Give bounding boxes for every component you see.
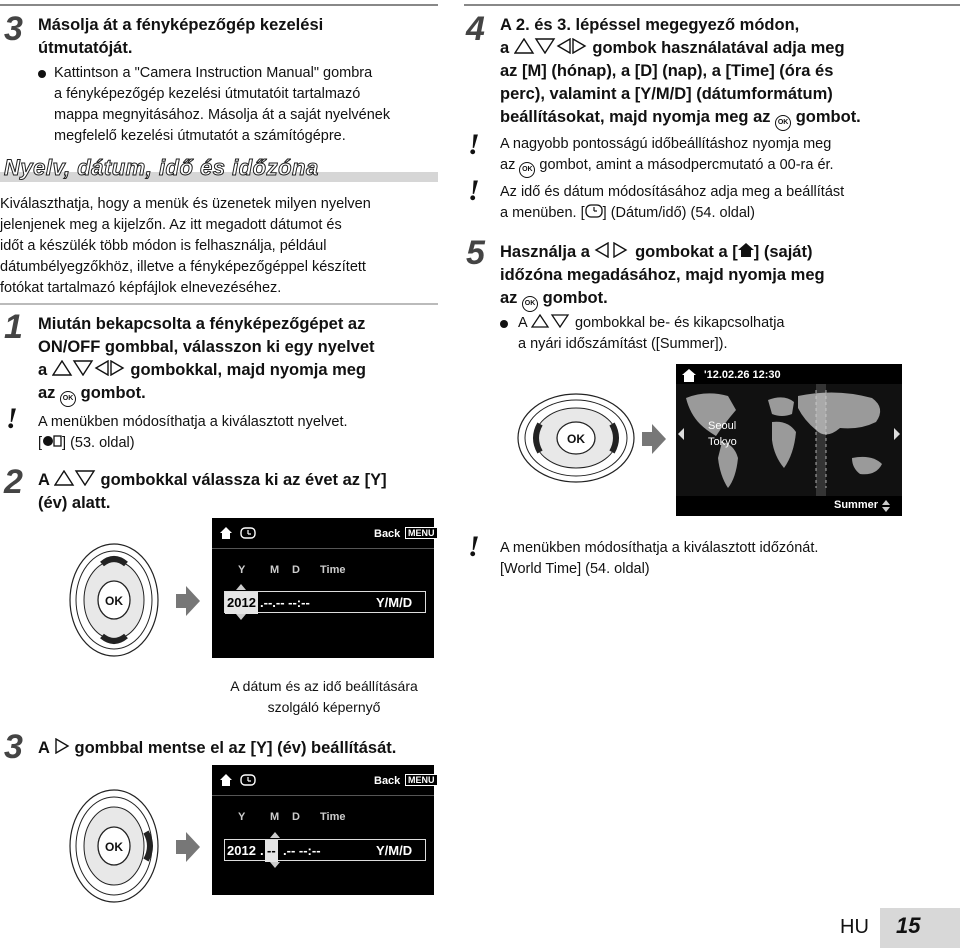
back-label: Back (374, 528, 401, 540)
text: a (500, 39, 510, 57)
column-label: Y (238, 564, 246, 576)
text: A (518, 315, 527, 331)
top-rule-right (464, 4, 960, 6)
divider (212, 548, 434, 549)
section-rule (0, 303, 438, 305)
down-caret-icon (236, 614, 246, 620)
text: az (500, 157, 516, 173)
top-rule-left (0, 4, 438, 6)
year-value[interactable]: 2012 (225, 592, 258, 614)
step-title-line: időzóna megadásához, majd nyomja meg (500, 266, 825, 284)
control-dial-illustration (514, 390, 638, 486)
control-dial-illustration (66, 540, 162, 660)
down-caret-icon (270, 862, 280, 868)
text: a menüben. [ (500, 205, 585, 221)
column-label: Time (320, 564, 346, 576)
summer-label[interactable]: Summer (834, 499, 879, 511)
note-line: A menükben módosíthatja a kiválasztott időzónát. (500, 540, 819, 556)
bullet-item (38, 63, 438, 147)
note-line: A nagyobb pontosságú időbeállításhoz nyomja meg (500, 136, 832, 152)
intro-line: Kiválaszthatja, hogy a menük és üzenetek milyen nyelven (0, 196, 371, 212)
world-time-screen (676, 364, 902, 516)
city-label: Tokyo (708, 436, 737, 448)
text: az (500, 289, 518, 307)
ok-button-icon: OK (60, 391, 76, 407)
right-button-icon (54, 738, 70, 754)
intro-line: időt a készülék több módon is felhasználja, például (0, 238, 327, 254)
column-label: Time (320, 811, 346, 823)
step-title-line (500, 241, 825, 264)
step-title (38, 313, 375, 407)
intro-line: jelenjenek meg a kijelzőn. Az itt megadott dátumot és (0, 217, 342, 233)
step-title (500, 14, 861, 131)
step-title-line (38, 359, 375, 382)
bullet-dot (500, 320, 508, 328)
figure-caption (200, 676, 448, 718)
bullet-item (500, 313, 960, 355)
arrow-right-icon (642, 424, 666, 454)
step-number: 3 (4, 728, 23, 766)
date-separator: . (260, 843, 264, 858)
text: gombbal mentse el az [Y] (év) beállítását. (74, 739, 397, 757)
svg-text:OK: OK (105, 594, 123, 608)
bullet-line: a fényképezőgép kezelési útmutatóit tartalmazó (54, 86, 361, 102)
text: az (38, 384, 56, 402)
note-text (500, 134, 960, 178)
text: ] (Dátum/idő) (54. oldal) (602, 205, 755, 221)
page-number: 15 (896, 913, 921, 938)
text: beállításokat, majd nyomja meg az (500, 108, 771, 126)
divider (212, 795, 434, 796)
step-title-line (500, 106, 861, 131)
year-value: 2012 (227, 843, 256, 858)
back-label: Back (374, 775, 401, 787)
month-value[interactable]: -- (265, 840, 278, 862)
note-line (500, 203, 960, 224)
arrow-right-icon (176, 832, 200, 862)
step-number: 2 (4, 463, 23, 501)
city-label: Seoul (708, 420, 737, 432)
text: gombot. (795, 108, 861, 126)
text: [ (38, 435, 43, 451)
text: Használja a (500, 243, 590, 261)
home-icon (738, 242, 754, 258)
up-down-buttons-icon (531, 314, 571, 328)
bullet-line: mappa megnyitásához. Másolja át a saját nyelvének (54, 107, 391, 123)
note-text (38, 412, 438, 454)
note-line: [World Time] (54. oldal) (500, 561, 650, 577)
home-icon (682, 369, 696, 382)
step-title-line: Másolja át a fényképezőgép kezelési (38, 16, 324, 34)
text: gombot. (80, 384, 146, 402)
arrow-right-icon (176, 586, 200, 616)
text: gombok használatával adja meg (592, 39, 845, 57)
language-icon (42, 434, 62, 448)
date-time-screen (212, 765, 434, 895)
step-title-line: A 2. és 3. lépéssel megegyező módon, (500, 16, 800, 34)
ok-button-icon: OK (519, 162, 535, 178)
bullet-dot (38, 70, 46, 78)
step-title-line (38, 469, 387, 492)
step-title-line: útmutatóját. (38, 39, 133, 57)
note-line (38, 433, 438, 454)
intro-paragraph (0, 194, 438, 299)
note-icon: ! (468, 128, 480, 161)
ok-button-icon: OK (775, 115, 791, 131)
column-label: M (270, 811, 280, 823)
up-down-caret-icon (882, 500, 890, 512)
intro-line: fotókat tartalmazó képfájlok elnevezéséhez. (0, 280, 282, 296)
control-dial-illustration (66, 786, 162, 906)
column-label: D (292, 811, 300, 823)
note-text (500, 182, 960, 224)
up-caret-icon (270, 832, 280, 838)
bullet-line: megfelelő kezelési útmutatót a számítógépre. (54, 128, 346, 144)
text: A (38, 471, 50, 489)
text: ] (53. oldal) (62, 435, 135, 451)
note-line (500, 155, 960, 178)
datetime-label: '12.02.26 12:30 (704, 369, 781, 381)
caption-line: szolgáló képernyő (267, 699, 381, 715)
menu-badge: MENU (405, 774, 438, 786)
bullet-line: a nyári időszámítást ([Summer]). (518, 336, 728, 352)
step-title-line (38, 382, 375, 407)
note-line: A menükben módosíthatja a kiválasztott nyelvet. (38, 414, 348, 430)
text: gombokkal válassza ki az évet az [Y] (100, 471, 387, 489)
arrow-buttons-icon (514, 38, 588, 54)
step-title-line: ON/OFF gombbal, válasszon ki egy nyelvet (38, 338, 375, 356)
step-number: 3 (4, 10, 23, 48)
step-title-line: Miután bekapcsolta a fényképezőgépet az (38, 315, 366, 333)
format-value: Y/M/D (376, 595, 413, 610)
date-time-screen (212, 518, 434, 658)
text: ] (saját) (753, 243, 813, 261)
format-value: Y/M/D (376, 843, 413, 858)
up-down-buttons-icon (54, 470, 96, 486)
text: a (38, 361, 48, 379)
step-title-line: (év) alatt. (38, 494, 111, 512)
text: A (38, 739, 50, 757)
step-title-line (500, 37, 861, 60)
step-title-line: perc), valamint a [Y/M/D] (dátumformátum) (500, 85, 833, 103)
column-label: Y (238, 811, 246, 823)
step-title-line: az [M] (hónap), a [D] (nap), a [Time] (óra és (500, 62, 834, 80)
svg-text:OK: OK (105, 840, 123, 854)
clock-icon (585, 204, 603, 218)
step-number: 4 (466, 10, 485, 48)
step-title-line (500, 287, 825, 312)
step-number: 1 (4, 308, 23, 346)
caption-line: A dátum és az idő beállítására (230, 678, 418, 694)
text: gombot, amint a másodpercmutató a 00-ra ér. (539, 157, 834, 173)
step-title (500, 241, 825, 312)
date-rest: .-- --:-- (283, 843, 321, 858)
bullet-line: Kattintson a "Camera Instruction Manual" gombra (54, 65, 373, 81)
note-icon: ! (468, 174, 480, 207)
text: gombokkal, majd nyomja meg (130, 361, 367, 379)
ok-button-icon: OK (522, 296, 538, 312)
column-label: M (270, 564, 280, 576)
column-label: D (292, 564, 300, 576)
language-code: HU (840, 916, 869, 938)
up-caret-icon (236, 584, 246, 590)
intro-line: dátumbélyegzőkhöz, illetve a fényképezőgéppel készített (0, 259, 366, 275)
note-icon: ! (6, 402, 18, 435)
text: gombot. (542, 289, 608, 307)
note-line: Az idő és dátum módosításához adja meg a beállítást (500, 184, 845, 200)
text: gombokat a [ (635, 243, 738, 261)
left-right-buttons-icon (594, 242, 630, 258)
arrow-buttons-icon (52, 360, 126, 376)
bullet-line (500, 313, 960, 334)
text: gombokkal be- és kikapcsolhatja (574, 315, 785, 331)
step-title (38, 469, 387, 515)
step-title (38, 737, 396, 760)
section-title: Nyelv, dátum, idő és időzóna (4, 155, 319, 180)
menu-badge: MENU (405, 527, 438, 539)
date-rest: .--.-- --:-- (260, 595, 310, 610)
note-icon: ! (468, 530, 480, 563)
note-text (500, 538, 960, 580)
svg-text:OK: OK (567, 432, 585, 446)
step-title (38, 14, 323, 60)
step-number: 5 (466, 234, 485, 272)
home-clock-icon (220, 773, 256, 787)
home-clock-icon (220, 526, 256, 540)
